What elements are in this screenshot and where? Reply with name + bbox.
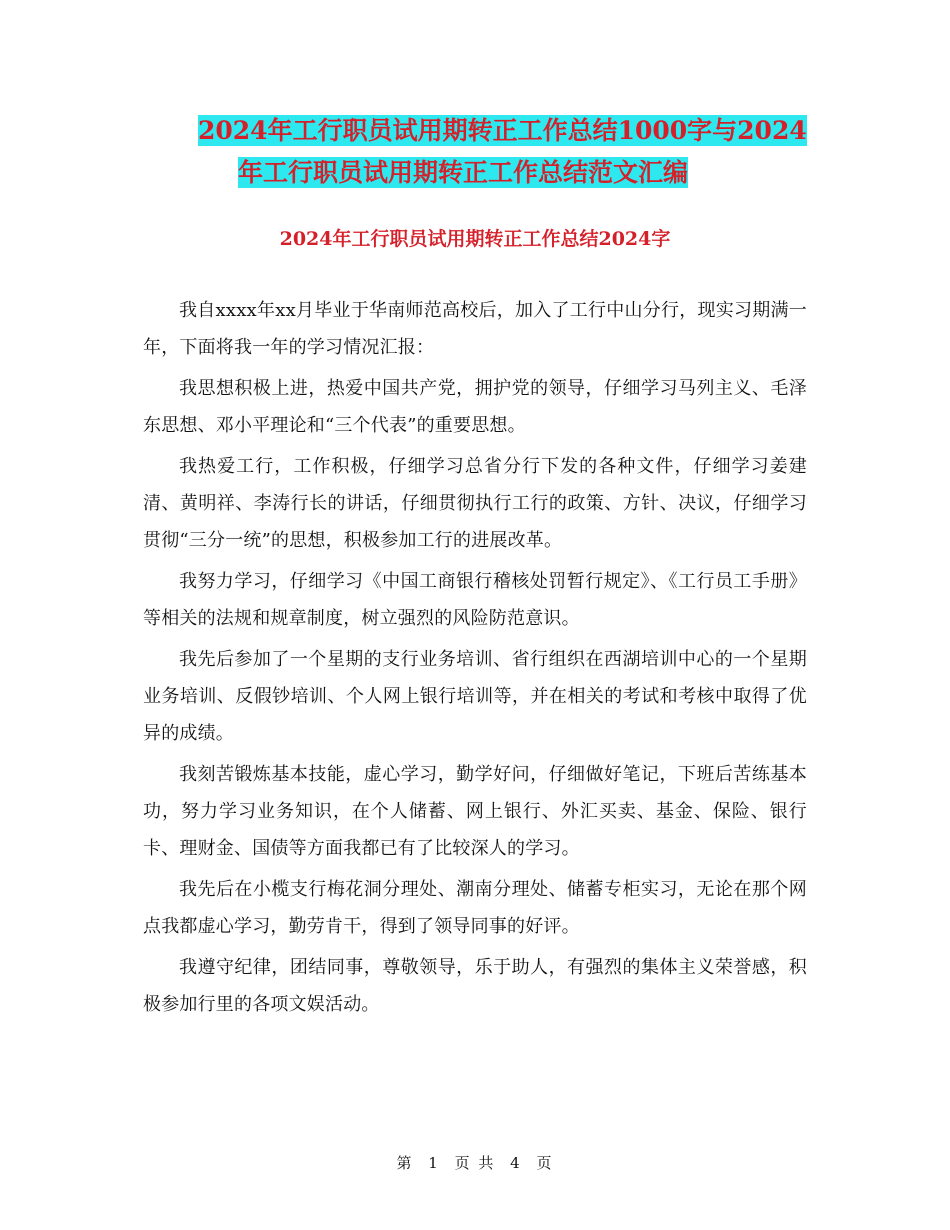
document-title xyxy=(150,110,840,194)
footer-prefix: 第 xyxy=(396,1154,414,1172)
paragraph-5: 我先后参加了一个星期的支行业务培训、省行组织在西湖培训中心的一个星期业务培训、反假钞培训、个人网上银行培训等，并在相关的考试和考核中取得了优异的成绩。 xyxy=(143,649,807,744)
paragraph-6: 我刻苦锻炼基本技能，虚心学习，勤学好问，仔细做好笔记，下班后苦练基本功，努力学习业务知识，在个人储蓄、网上银行、外汇买卖、基金、保险、银行卡、理财金、国债等方面我都已有了比较深人的学习。 xyxy=(143,764,807,859)
paragraph-4: 我努力学习，仔细学习《中国工商银行稽核处罚暂行规定》、《工行员工手册》等相关的法规和规章制度，树立强烈的风险防范意识。 xyxy=(143,571,807,629)
document-body xyxy=(143,292,807,1027)
title-line-1: 2024年工行职员试用期转正工作总结1000字与2024 xyxy=(198,116,807,145)
section-subtitle: 2024年工行职员试用期转正工作总结2024字 xyxy=(279,228,671,250)
paragraph-2: 我思想积极上进，热爱中国共产党，拥护党的领导，仔细学习马列主义、毛泽东思想、邓小平理论和“三个代表”的重要思想。 xyxy=(143,378,807,436)
paragraph-3: 我热爱工行，工作积极，仔细学习总省分行下发的各种文件，仔细学习姜建清、黄明祥、李涛行长的讲话，仔细贯彻执行工行的政策、方针、决议，仔细学习贯彻“三分一统”的思想，积极参加工行的进展改革。 xyxy=(143,456,807,551)
paragraph-8: 我遵守纪律，团结同事，尊敬领导，乐于助人，有强烈的集体主义荣誉感，积极参加行里的各项文娱活动。 xyxy=(143,957,807,1015)
footer-page-number: 1 xyxy=(428,1154,440,1172)
paragraph-1: 我自xxxx年xx月毕业于华南师范高校后，加入了工行中山分行，现实习期满一年，下面将我一年的学习情况汇报： xyxy=(143,300,807,358)
footer-middle: 页 共 xyxy=(454,1154,496,1172)
title-line-2: 年工行职员试用期转正工作总结范文汇编 xyxy=(238,158,689,187)
paragraph-7: 我先后在小榄支行梅花洞分理处、潮南分理处、储蓄专柜实习，无论在那个网点我都虚心学习，勤劳肯干，得到了领导同事的好评。 xyxy=(143,879,807,937)
page-footer xyxy=(0,1152,950,1173)
footer-total-pages: 4 xyxy=(510,1154,522,1172)
footer-suffix: 页 xyxy=(536,1154,554,1172)
